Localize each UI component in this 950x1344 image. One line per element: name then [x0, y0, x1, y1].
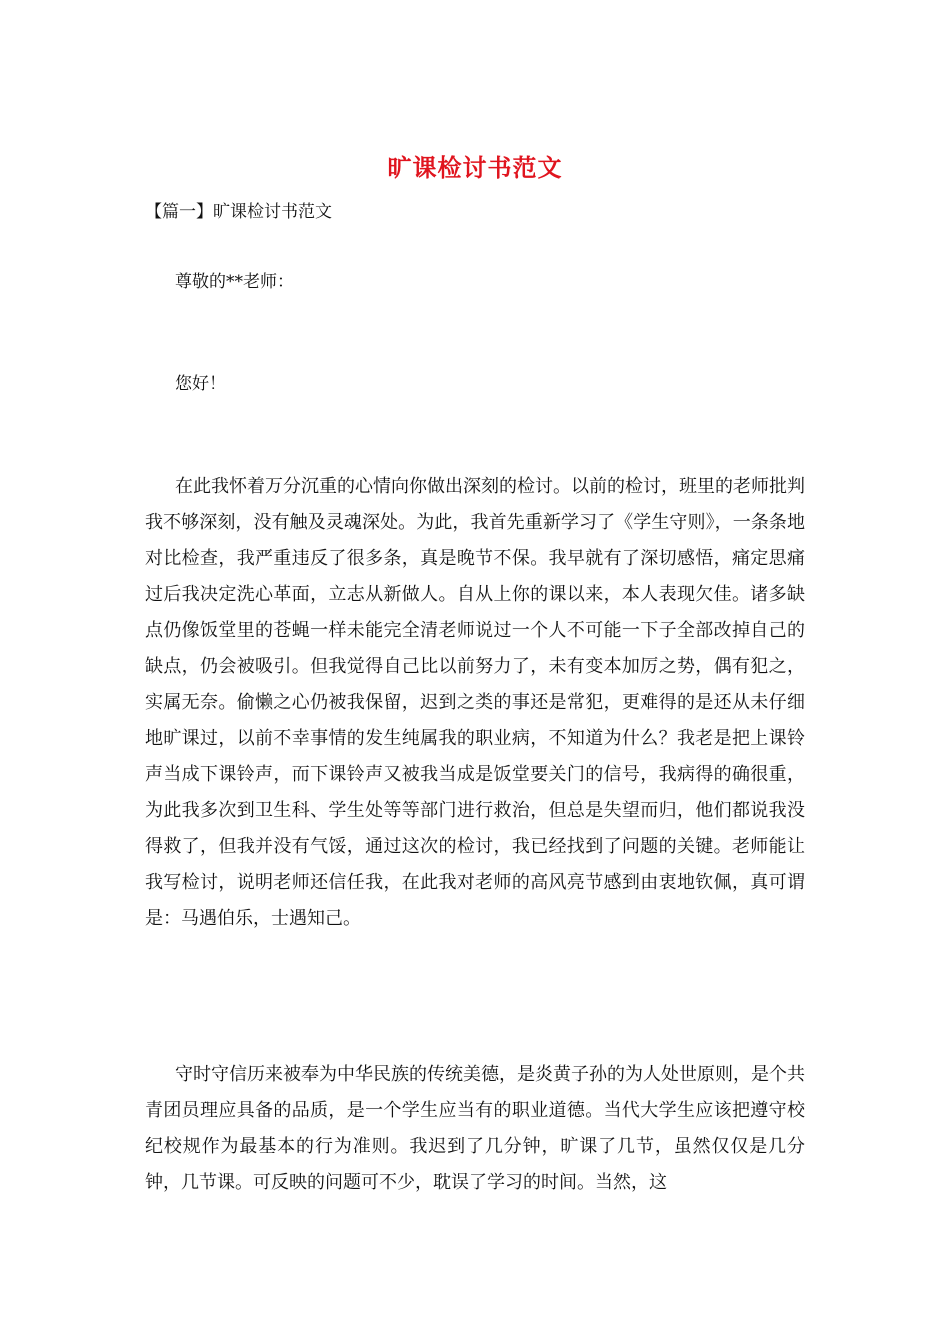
- salutation: 尊敬的**老师：: [175, 272, 294, 292]
- greeting: 您好！: [175, 374, 226, 394]
- body-paragraph-1: 在此我怀着万分沉重的心情向你做出深刻的检讨。以前的检讨，班里的老师批判我不够深刻，没有触及灵魂深处。为此，我首先重新学习了《学生守则》，一条条地对比检查，我严重违反了很多条，真是晚节不保。我早就有了深切感悟，痛定思痛过后我决定洗心革面，立志从新做人。自从上你的课以来，本人表现欠佳。诸多缺点仍像饭堂里的苍蝇一样未能完全清老师说过一个人不可能一下子全部改掉自己的缺点，仍会被吸引。但我觉得自己比以前努力了，未有变本加厉之势，偶有犯之，实属无奈。偷懒之心仍被我保留，迟到之类的事还是常犯，更难得的是还从未仔细地旷课过，以前不幸事情的发生纯属我的职业病，不知道为什么？我老是把上课铃声当成下课铃声，而下课铃声又被我当成是饭堂要关门的信号，我病得的确很重，为此我多次到卫生科、学生处等等部门进行救治，但总是失望而归，他们都说我没得救了，但我并没有气馁，通过这次的检讨，我已经找到了问题的关键。老师能让我写检讨，说明老师还信任我，在此我对老师的高风亮节感到由衷地钦佩，真可谓是：马遇伯乐，士遇知己。: [145, 476, 805, 929]
- document-title: 旷课检讨书范文: [387, 153, 563, 182]
- body-paragraph-2: 守时守信历来被奉为中华民族的传统美德，是炎黄子孙的为人处世原则，是个共青团员理应具备的品质，是一个学生应当有的职业道德。当代大学生应该把遵守校纪校规作为最基本的行为准则。我迟到了几分钟，旷课了几节，虽然仅仅是几分钟，几节课。可反映的问题可不少，耽误了学习的时间。当然，这: [145, 1064, 805, 1193]
- section-heading: 【篇一】旷课检讨书范文: [145, 202, 332, 222]
